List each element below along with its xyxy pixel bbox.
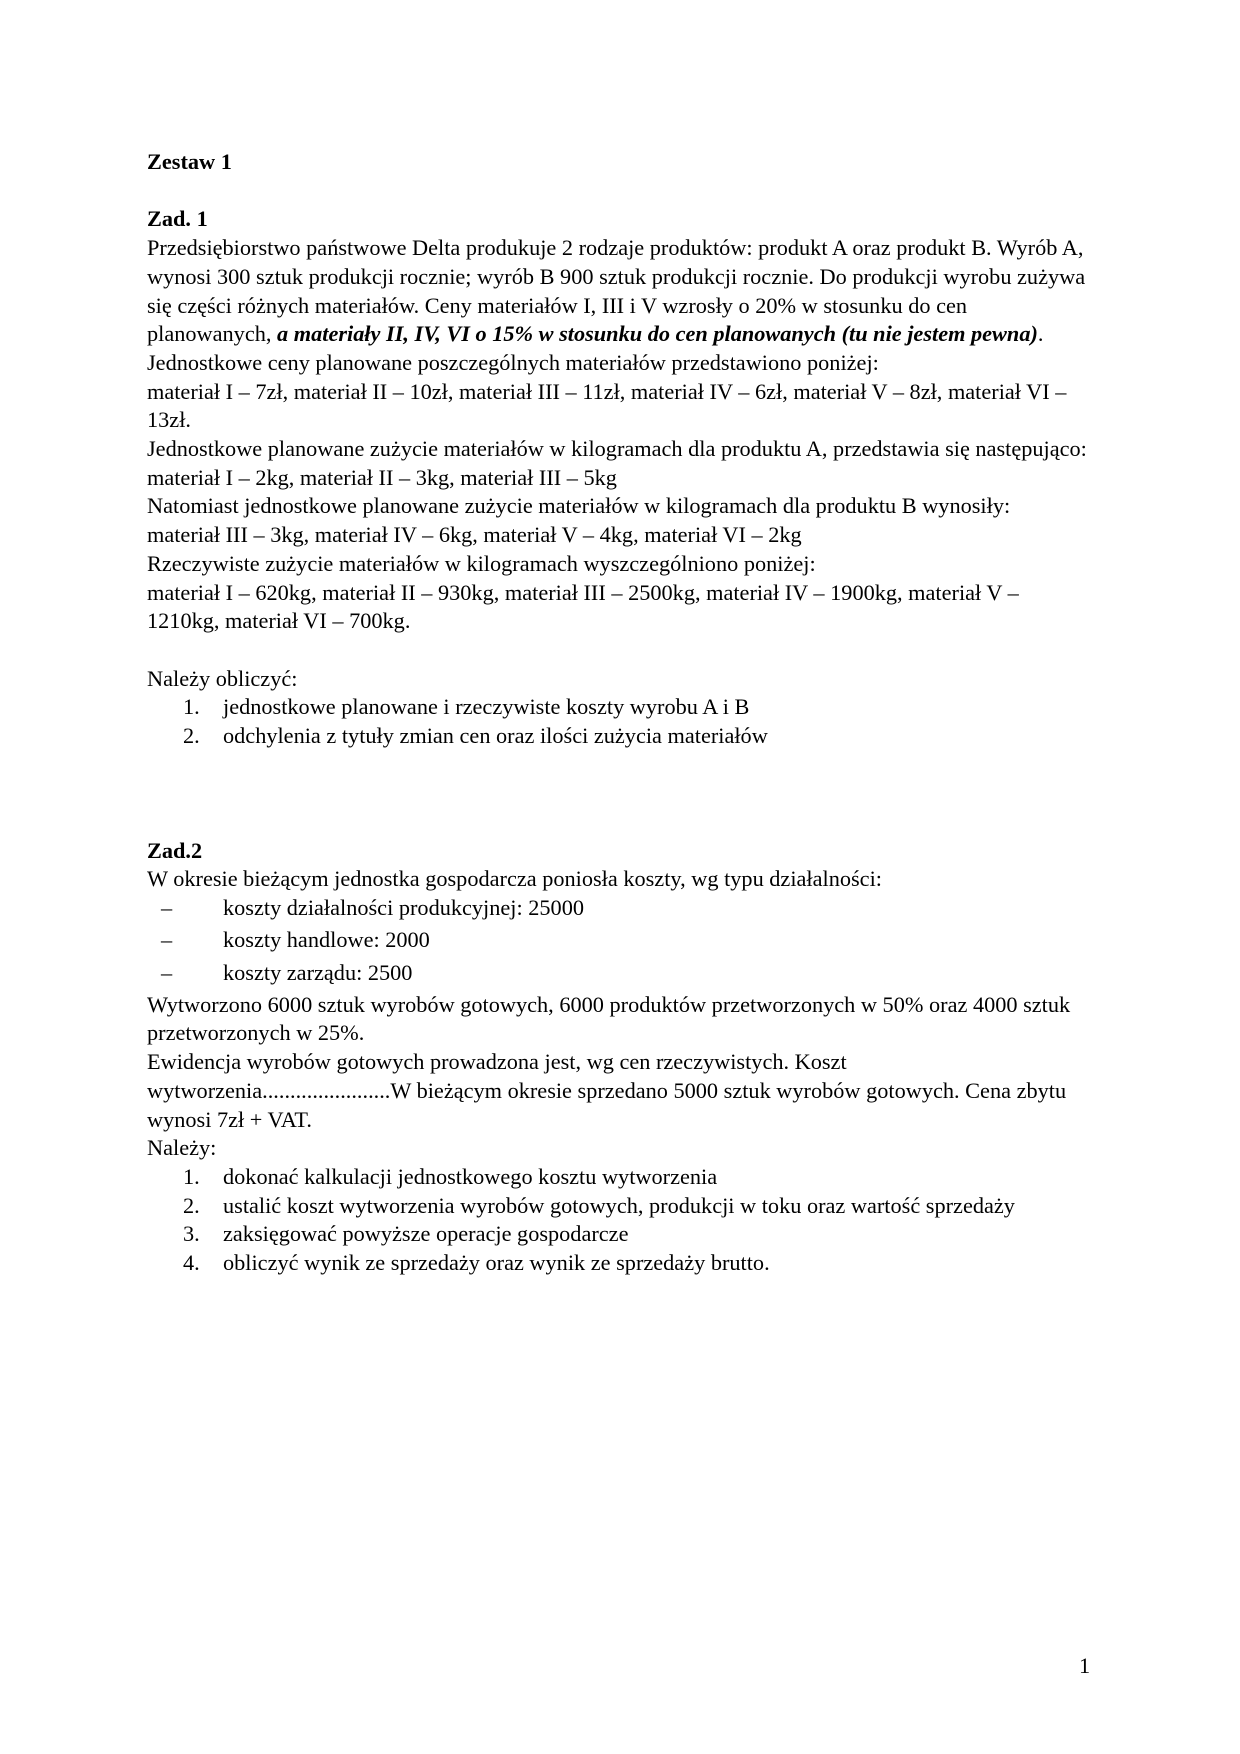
list-item-number: 3. (183, 1221, 200, 1247)
task-1-usage-a: Jednostkowe planowane zużycie materiałów w kilogramach dla produktu A, przedstawia się następująco: materiał I – 2kg, materiał II – 3kg, materiał III – 5kg (147, 436, 1087, 490)
list-item-number: 4. (183, 1250, 200, 1276)
list-item-number: 2. (183, 723, 200, 749)
task-1-desc-note: (tu nie jestem pewna) (836, 321, 1038, 347)
list-item (147, 1249, 1087, 1278)
list-item (147, 693, 1087, 722)
list-item-text: zaksięgować powyższe operacje gospodarcze (223, 1221, 629, 1247)
list-item (147, 1163, 1087, 1192)
list-item (147, 894, 1087, 923)
document-page (147, 148, 1087, 1278)
task-2-list (147, 1163, 1087, 1278)
task-1-desc-start: Przedsiębiorstwo państwowe Delta produkuje 2 rodzaje produktów: produkt A oraz produkt B. Wyrób A, wynosi 300 sztuk produkcji rocznie; wyrób B 900 sztuk produkcji rocznie. Do produkcji wyrobu zużywa się części różnych materiałów. Ceny materiałów I, III i V wzrosły o 20% w stosunku do cen planowanych, (147, 235, 1086, 347)
list-item-text: odchylenia z tytuły zmian cen oraz ilości zużycia materiałów (223, 723, 768, 749)
dash-bullet: – (161, 927, 173, 953)
list-item-number: 2. (183, 1192, 200, 1218)
list-item (147, 926, 1087, 955)
list-item-text: ustalić koszt wytworzenia wyrobów gotowych, produkcji w toku oraz wartość sprzedaży (223, 1192, 1015, 1218)
set-title: Zestaw 1 (147, 149, 232, 174)
page-number: 1 (1079, 1653, 1091, 1678)
list-item (147, 959, 1087, 988)
task-2-records: Ewidencja wyrobów gotowych prowadzona jest, wg cen rzeczywistych. Koszt wytworzenia.......................W bieżącym okresie sprzedano 5000 sztuk wyrobów gotowych. Cena zbytu wynosi 7zł + VAT. (147, 1049, 1067, 1132)
task-1-required-label: Należy obliczyć: (147, 665, 298, 691)
task-1-title: Zad. 1 (147, 206, 208, 232)
task-2-required-label: Należy: (147, 1135, 217, 1161)
list-item-text: dokonać kalkulacji jednostkowego kosztu wytworzenia (223, 1163, 718, 1189)
list-item-text: obliczyć wynik ze sprzedaży oraz wynik ze sprzedaży brutto. (223, 1250, 770, 1276)
task-1-usage-b: Natomiast jednostkowe planowane zużycie materiałów w kilogramach dla produktu B wynosiły: materiał III – 3kg, materiał IV – 6kg, materiał V – 4kg, materiał VI – 2kg (147, 493, 1011, 548)
task-1-description (147, 234, 1087, 378)
task-1-actual-values: materiał I – 620kg, materiał II – 930kg, materiał III – 2500kg, materiał IV – 1900kg, materiał V – 1210kg, materiał VI – 700kg. (147, 579, 1019, 634)
list-item (147, 1220, 1087, 1249)
list-item (147, 1192, 1087, 1221)
task-1-actual-intro: Rzeczywiste zużycie materiałów w kilogramach wyszczególniono poniżej: (147, 550, 816, 576)
dash-bullet: – (161, 895, 173, 921)
task-2-title: Zad.2 (147, 837, 203, 863)
list-item-text: koszty zarządu: 2500 (223, 959, 413, 985)
task-2 (147, 837, 1087, 1278)
task-2-intro: W okresie bieżącym jednostka gospodarcza poniosła koszty, wg typu działalności: (147, 866, 882, 892)
task-2-produced: Wytworzono 6000 sztuk wyrobów gotowych, 6000 produktów przetworzonych w 50% oraz 4000 sztuk przetworzonych w 25%. (147, 991, 1071, 1046)
dash-bullet: – (161, 959, 173, 985)
list-item-text: jednostkowe planowane i rzeczywiste koszty wyrobu A i B (223, 694, 750, 720)
task-2-cost-list (147, 894, 1087, 987)
task-1-prices: materiał I – 7zł, materiał II – 10zł, materiał III – 11zł, materiał IV – 6zł, materiał V – 8zł, materiał VI – 13zł. (147, 378, 1067, 433)
list-item-number: 1. (183, 694, 200, 720)
list-item-number: 1. (183, 1163, 200, 1189)
list-item-text: koszty handlowe: 2000 (223, 927, 430, 953)
task-1-list (147, 693, 1087, 750)
task-1 (147, 205, 1087, 750)
task-1-desc-end: . Jednostkowe ceny planowane poszczególnych materiałów przedstawiono poniżej: (147, 321, 1044, 375)
list-item (147, 722, 1087, 751)
list-item-text: koszty działalności produkcyjnej: 25000 (223, 895, 585, 921)
task-1-desc-emphasis: a materiały II, IV, VI o 15% w stosunku do cen planowanych (277, 321, 836, 347)
